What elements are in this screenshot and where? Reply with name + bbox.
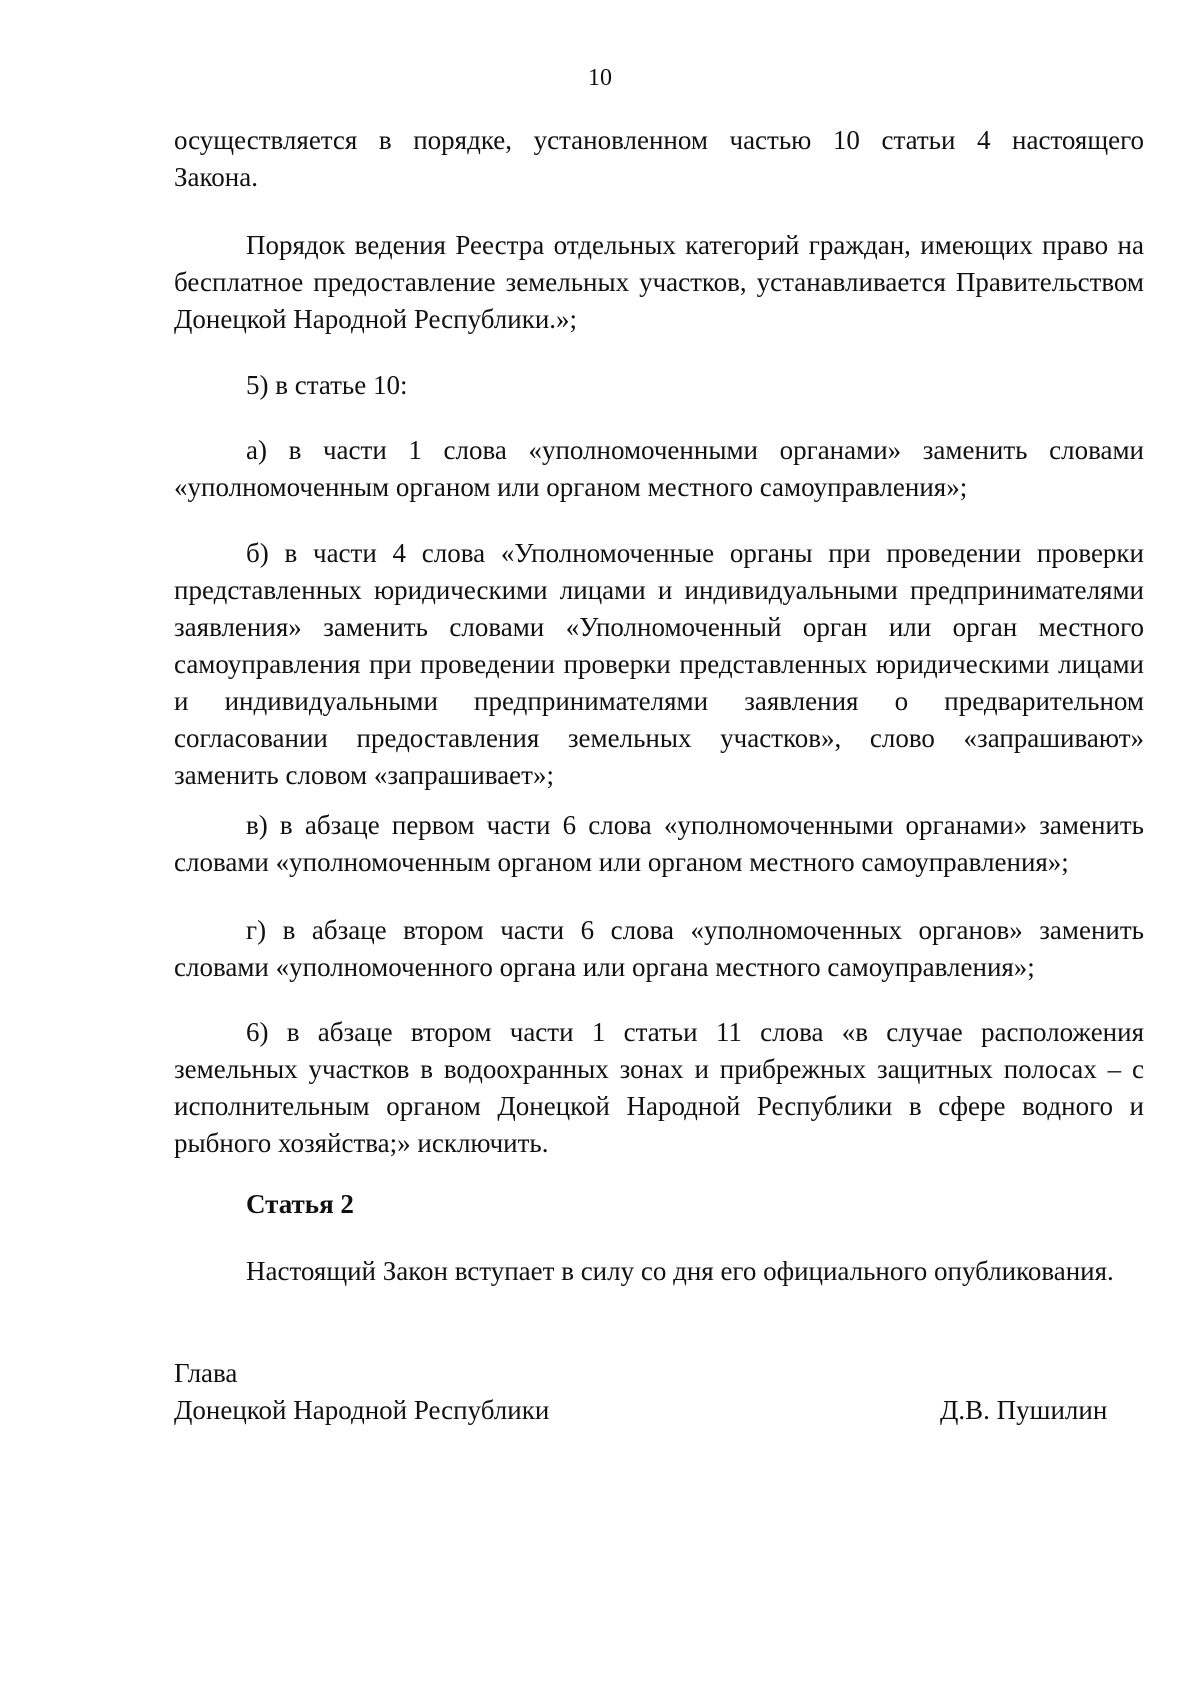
signature-title-line-1: Глава [174, 1358, 238, 1388]
page-number: 10 [588, 65, 612, 91]
paragraph-item-5: 5) в статье 10: [246, 370, 408, 400]
paragraph-registry-procedure: Порядок ведения Реестра отдельных категорий граждан, имеющих право на бесплатное предоставление земельных участков, устанавливается Правительством Донецкой Народной Республики.»; [174, 230, 1144, 334]
article-heading: Статья 2 [246, 1189, 354, 1219]
paragraph-item-g: г) в абзаце втором части 6 слова «уполномоченных органов» заменить словами «уполномоченного органа или органа местного самоуправления»; [174, 915, 1144, 982]
paragraph-item-b: б) в части 4 слова «Уполномоченные органы при проведении проверки представленных юридическими лицами и индивидуальными предпринимателями заявления» заменить словами «Уполномоченный орган или орган местного самоуправления при проведении проверки представленных юридическими лицами и индивидуальными предпринимателями заявления о предварительном согласовании предоставления земельных участков», слово «запрашивают» заменить словом «запрашивает»; [174, 538, 1144, 790]
paragraph-item-a: а) в части 1 слова «уполномоченными органами» заменить словами «уполномоченным органом или органом местного самоуправления»; [174, 435, 1144, 502]
signature-title-line-2: Донецкой Народной Республики [174, 1395, 550, 1425]
paragraph-continuation [174, 122, 1144, 196]
paragraph-item-v: в) в абзаце первом части 6 слова «уполномоченными органами» заменить словами «уполномоченным органом или органом местного самоуправления»; [174, 810, 1144, 877]
paragraph-continuation-line-2: Закона. [174, 162, 258, 192]
paragraph-continuation-line-1: осуществляется в порядке, установленном частью 10 статьи 4 настоящего [174, 125, 1144, 155]
signature-name: Д.В. Пушилин [940, 1395, 1108, 1425]
paragraph-item-6: 6) в абзаце втором части 1 статьи 11 слова «в случае расположения земельных участков в водоохранных зонах и прибрежных защитных полосах – с исполнительным органом Донецкой Народной Республики в сфере водного и рыбного хозяйства;» исключить. [174, 1017, 1144, 1158]
article-text: Настоящий Закон вступает в силу со дня его официального опубликования. [246, 1256, 1114, 1286]
